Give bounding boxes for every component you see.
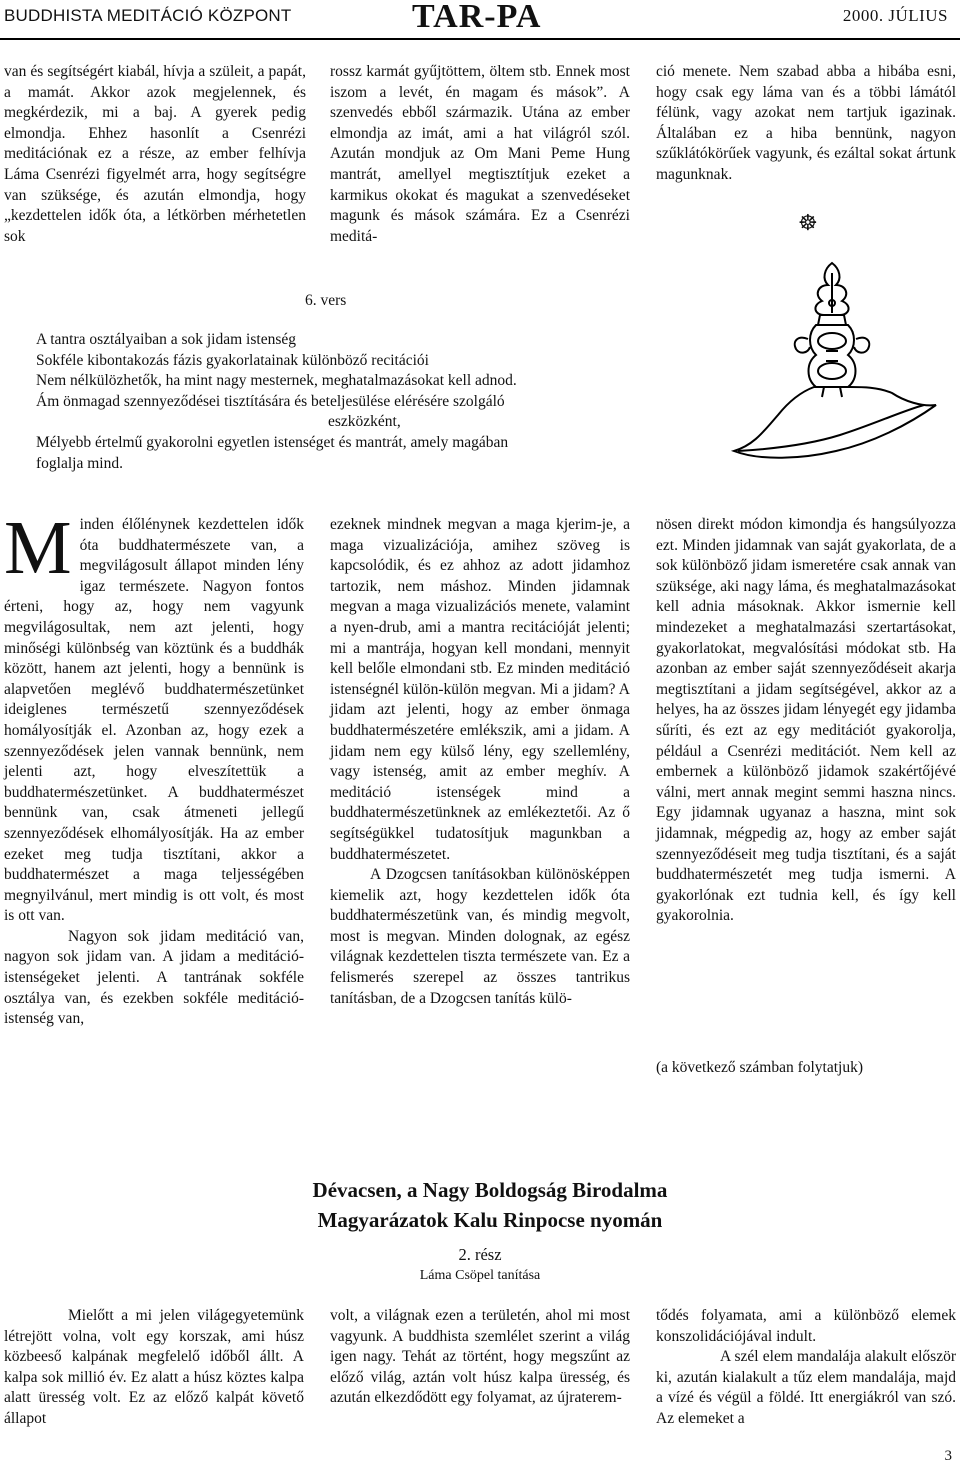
middle-column-2-paragraph-1: ezeknek mindnek megvan a maga kjerim-je, a maga vizualizációja, amihez szöveg is kapcsolódik, és ez ahhoz az adott jidamhoz tartozik, nem máshoz. Minden jidamnak megvan a maga vizualizációs menete, valamint a nyen-drub, ami a mantra recitációját jelenti; mi a mantrája, hogyan kell mondani, mennyit kell belőle elmondani stb. Ez minden meditáció istenségnél külön-külön megvan. Mi a jidam? A jidam azt jelenti, hogy az ember önmaga buddhatermészetére emlékszik, ami a jidam. A jidam nem egy külső lény, egy szellemlény, vagy istenség, amit az ember meghív. A meditáció istenségek mind a buddhatermészetünknek az emlékeztetői. Az ő segítségükkel tudatosítjuk magunkban a buddhatermészetet. [330,516,630,863]
page-header [0,0,960,40]
dharma-wheel-ornament: ☸ [798,210,818,235]
article-column-1-text: Mielőtt a mi jelen világegyetemünk létrejött volna, volt egy korszak, ami húsz közbeeső kalpának megfelelő időből állt. A kalpa sok millió év. Ez alatt a húsz köztes kalpa alatt üresség volt. Ez az előző kalpát követő állapot [4,1307,304,1427]
article-subtitle: Magyarázatok Kalu Rinpocse nyomán [317,1208,663,1232]
header-rule [0,38,960,40]
middle-column-3 [656,515,956,927]
ritual-knife-illustration [712,255,952,470]
top-column-3 [656,62,956,186]
verse-line: Sokféle kibontakozás fázis gyakorlatainak különböző recitációi [36,351,429,369]
top-column-2-text: rossz karmát gyűjtöttem, öltem stb. Ennek most iszom a levét, én magam és mások”. A szenvedés ebből származik. Utána az ember elmondja az imát, ami a hat világról szól. Azután mondjuk az Om Mani Peme Hung mantrát, amellyel megtisztítjuk ezeket a karmikus okokat és magukat a szenvedéseket magunk és mások számára. Ez a Csenrézi meditá- [330,63,630,245]
verse-block [36,330,696,474]
middle-column-2 [330,515,630,1009]
drop-cap-letter: M [4,506,72,590]
continued-note: (a következő számban folytatjuk) [656,1059,864,1076]
header-organization: BUDDHISTA MEDITÁCIÓ KÖZPONT [4,6,292,25]
article-column-3-paragraph-2: A szél elem mandalája alakult először ki, azután kialakult a tűz elem mandalája, majd a vízé és végül a földé. Itt energiákról van szó. Az elemeket a [656,1348,956,1427]
article-column-3 [656,1306,956,1430]
verse-line: eszközként, [328,413,401,431]
verse-line: Mélyebb értelmű gyakorolni egyetlen istenséget és mantrát, amely magában [36,433,509,451]
header-magazine-title: TAR-PA [412,0,542,35]
verse-line: Ám önmagad szennyeződései tisztítására és beteljesülése elérésére szolgáló [36,392,505,410]
article-author: Láma Csöpel tanítása [419,1268,541,1283]
verse-heading: 6. vers [305,292,347,309]
verse-line: foglalja mind. [36,454,123,472]
article-column-1 [4,1306,304,1430]
middle-column-3-paragraph-1: nösen direkt módon kimondja és hangsúlyozza ezt. Minden jidamnak van saját gyakorlata, de a sok különböző jidam ismeretére csak annak van szüksége, aki nagy láma, és meghatalmazásokat kell adnia másoknak. Akkor ismernie kell mindezeket a meghatalmazási szertartásokat, gyakorlatokat, megvalósítási módokat stb. Ha azonban az ember saját szennyeződéseit akarja megtisztítani a jidam segítségével, akkor az a helyes, ha az összes jidam lényegét egy jidamba sűríti, és ezt az egy meditációt gyakorolja, például a Csenrézi meditációt. Nem kell az embernek a különböző jidamok szakértőjévé válni, mert annak megint semmi haszna nincs. Egy jidamnak ugyanaz a haszna, mint sok jidamnak, mégpedig az, hogy az ember saját szennyeződéseit meg tudja tisztítani, és a saját buddhatermészetét meg tudja ismerni. A gyakorlónak ezt tudnia kell, és így kell gyakorolnia. [656,516,956,925]
top-column-3-text: ció menete. Nem szabad abba a hibába esni, hogy csak egy láma van és a többi lámától félünk, vagy azokat nem tartjuk igazinak. Általában ez a hiba bennünk, nagyon szűklátókörűek vagyunk, és ezáltal sokat ártunk magunknak. [656,63,956,183]
article-title: Dévacsen, a Nagy Boldogság Birodalma [312,1178,668,1202]
middle-column-1-paragraph-1: inden élőlénynek kezdettelen idők óta buddhatermészete van, a megvilágosult állapot minden lény igaz természete. Nagyon fontos érteni, hogy az, hogy nem vagyunk megvilágosultak, nem azt jelenti, hogy minőségi különbség van köztünk és a buddhák között, hanem azt jelenti, hogy a bennünk is alapvetően meglévő buddhatermészetünket ideiglenes természetű szennyeződések homályosítják el. Azonban az, hogy ezek a szennyeződések jelen vannak bennünk, nem jelenti azt, hogy elveszítettük a buddhatermészetünket. A buddhatermészet bennünk van, csak átmeneti jellegű szennyeződések elhomályosítják. Ha az ember ezeket meg tudja tisztítani, akkor a buddhatermészet a maga teljességében megnyilvánul, mert mindig is ott volt, és most is ott van. [4,516,304,925]
page-number: 3 [944,1448,952,1464]
middle-column-1 [4,506,304,1030]
article-column-2-text: volt, a világnak ezen a területén, ahol mi most vagyunk. A buddhista szemlélet szerint a világ igen nagy. Tehát az történt, hogy megszűnt az előző világ, aztán volt húsz kalpa üresség, és azután elkezdődött egy folyamat, az újraterem- [330,1307,630,1407]
middle-column-1-paragraph-2: Nagyon sok jidam meditáció van, nagyon sok jidam van. A jidam a meditáció-istenségeket jelenti. A tantrának sokféle osztálya van, és ezekben sokféle meditáció-istenség van, [4,927,304,1028]
article-column-3-paragraph-1: tődés folyamata, ami a különböző elemek konszolidációjával indult. [656,1307,956,1345]
verse-line: Nem nélkülözhetők, ha mint nagy mesternek, meghatalmazásokat kell adnod. [36,372,517,390]
header-issue-date: 2000. JÚLIUS [842,6,948,25]
middle-column-2-paragraph-2: A Dzogcsen tanításokban különösképpen kiemelik azt, hogy kezdettelen idők óta buddhatermészetünk van, és mindig megvolt, most is megvan. Minden dolognak, az egész világnak kezdettelen tiszta természete van. Ez a felismerés szerepel az összes tantrikus tanításban, de a Dzogcsen tanítás külö- [330,866,630,1007]
article-column-2 [330,1306,630,1409]
top-column-1 [4,62,306,247]
verse-line: A tantra osztályaiban a sok jidam istenség [36,331,296,348]
top-column-2 [330,62,630,247]
article-part: 2. rész [458,1245,502,1264]
top-column-1-text: van és segítségért kiabál, hívja a szüleit, a papát, a mamát. Akkor azok megjelennek, és megkérdezik, mi a baj. A gyerek pedig elmondja. Ehhez hasonlít a Csenrézi meditációnak ez a része, az ember felhívja Láma Csenrézi figyelmét arra, hogy segítségre van szüksége, és azután elmondja, hogy „kezdettelen idők óta, a létkörben mérhetetlen sok [4,63,306,245]
